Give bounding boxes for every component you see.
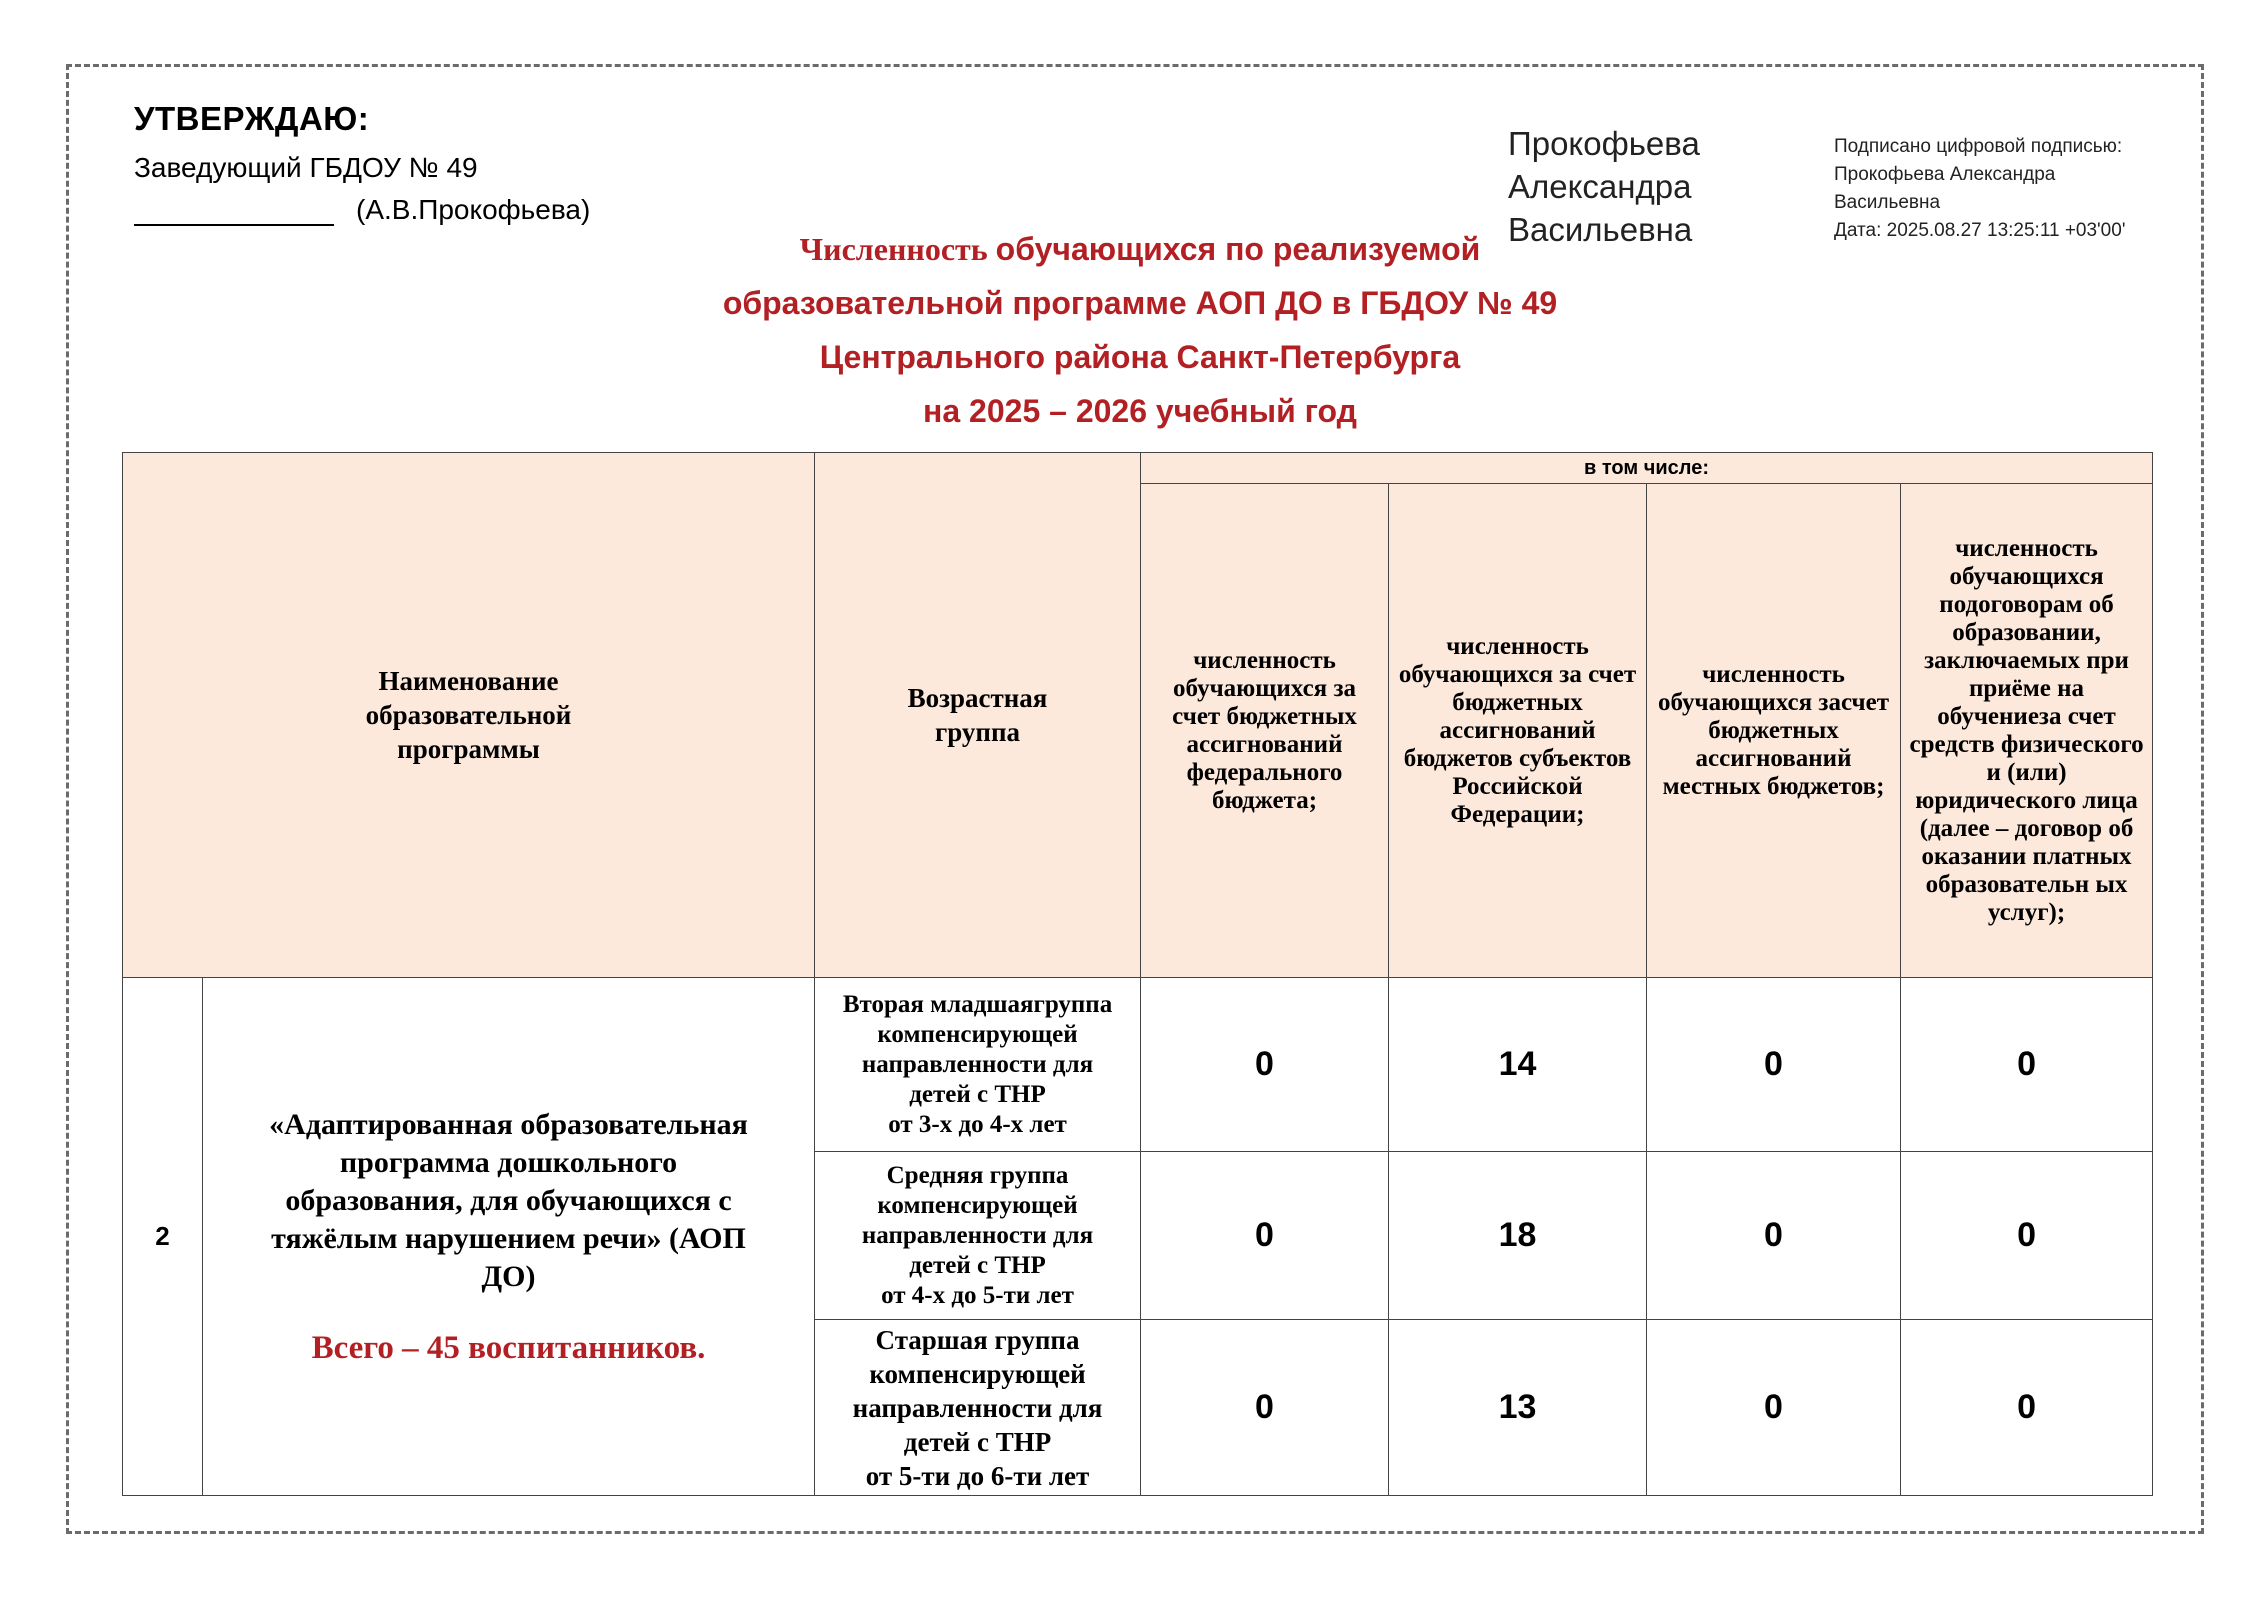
value-paid: 0 <box>1901 1320 2153 1496</box>
title-word: Численность <box>799 231 988 267</box>
header-federal-budget: численность обучающихся за счет бюджетных ассигнований федерального бюджета; <box>1141 484 1389 978</box>
title-line-3: Центрального района Санкт-Петербурга <box>819 339 1461 375</box>
approval-signature-name: (А.В.Прокофьева) <box>356 194 591 225</box>
title-line-1-rest: обучающихся по реализуемой <box>995 231 1481 267</box>
value-regional: 14 <box>1389 978 1647 1152</box>
value-paid: 0 <box>1901 978 2153 1152</box>
age-group-line: направленности для <box>861 1050 1094 1078</box>
row-number: 2 <box>123 978 203 1496</box>
header-local-budget: численность обучающихся засчет бюджетных ассигнований местных бюджетов; <box>1647 484 1901 978</box>
header-including: в том числе: <box>1141 453 2153 484</box>
signature-name-line: Александра <box>1508 168 1692 205</box>
signature-caption-line: Подписано цифровой подписью: <box>1834 136 2123 157</box>
age-group-line: детей с ТНР <box>909 1251 1046 1279</box>
age-group-line: направленности для <box>861 1221 1094 1249</box>
total-students: Всего – 45 воспитанников. <box>311 1330 706 1366</box>
signature-caption-line: Васильевна <box>1834 192 1941 213</box>
value-local: 0 <box>1647 1320 1901 1496</box>
signature-caption-line: Дата: 2025.08.27 13:25:11 +03'00' <box>1834 220 2126 241</box>
table-row <box>123 978 2153 1152</box>
approval-block <box>134 100 590 226</box>
students-table <box>122 452 2153 1496</box>
header-program: Наименование образовательной программы <box>123 453 815 978</box>
age-group-cell <box>815 978 1141 1152</box>
age-group-line: детей с ТНР <box>909 1080 1046 1108</box>
signature-caption-line: Прокофьева Александра <box>1834 164 2056 185</box>
value-federal: 0 <box>1141 978 1389 1152</box>
age-group-line: Вторая младшаягруппа <box>842 990 1113 1018</box>
age-group-line: Старшая группа <box>875 1324 1080 1355</box>
document-title <box>520 222 1760 438</box>
program-name: «Адаптированная образовательная программа дошкольного образования, для обучающихся с тяжёлым нарушением речи» (АОП ДО) <box>269 1108 748 1293</box>
title-line-4: на 2025 – 2026 учебный год <box>923 393 1357 429</box>
approval-position: Заведующий ГБДОУ № 49 <box>134 152 478 183</box>
program-cell <box>203 978 815 1496</box>
age-group-line: направленности для <box>852 1392 1103 1423</box>
digital-signature-caption <box>1834 133 2125 245</box>
value-federal: 0 <box>1141 1152 1389 1320</box>
age-group-line: компенсирующей <box>869 1358 1086 1389</box>
header-regional-budget: численность обучающихся за счет бюджетных ассигнований бюджетов субъектов Российской Федерации; <box>1389 484 1647 978</box>
title-line-2: образовательной программе АОП ДО в ГБДОУ № 49 <box>722 285 1558 321</box>
value-local: 0 <box>1647 1152 1901 1320</box>
approval-heading: УТВЕРЖДАЮ: <box>134 100 370 137</box>
age-group-line: от 3-х до 4-х лет <box>888 1110 1067 1138</box>
value-federal: 0 <box>1141 1320 1389 1496</box>
signature-name-line: Васильевна <box>1508 211 1693 248</box>
header-paid-contracts: численность обучающихся подоговорам об образовании, заключаемых при приёме на обучениеза счет средств физического и (или) юридического лица (далее – договор об оказании платных образовательн ых услуг); <box>1901 484 2153 978</box>
age-group-cell <box>815 1152 1141 1320</box>
signature-blank <box>134 196 334 226</box>
age-group-line: Средняя группа <box>886 1161 1069 1189</box>
age-group-line: детей с ТНР <box>903 1426 1052 1457</box>
value-regional: 13 <box>1389 1320 1647 1496</box>
value-local: 0 <box>1647 978 1901 1152</box>
signature-name-line: Прокофьева <box>1508 125 1700 162</box>
header-age-group: Возрастная группа <box>815 453 1141 978</box>
age-group-line: компенсирующей <box>877 1191 1078 1219</box>
age-group-line: от 5-ти до 6-ти лет <box>865 1460 1090 1491</box>
value-regional: 18 <box>1389 1152 1647 1320</box>
title-line-1 <box>520 222 1760 276</box>
age-group-cell <box>815 1320 1141 1496</box>
age-group-line: компенсирующей <box>877 1020 1078 1048</box>
age-group-line: от 4-х до 5-ти лет <box>881 1281 1074 1309</box>
value-paid: 0 <box>1901 1152 2153 1320</box>
